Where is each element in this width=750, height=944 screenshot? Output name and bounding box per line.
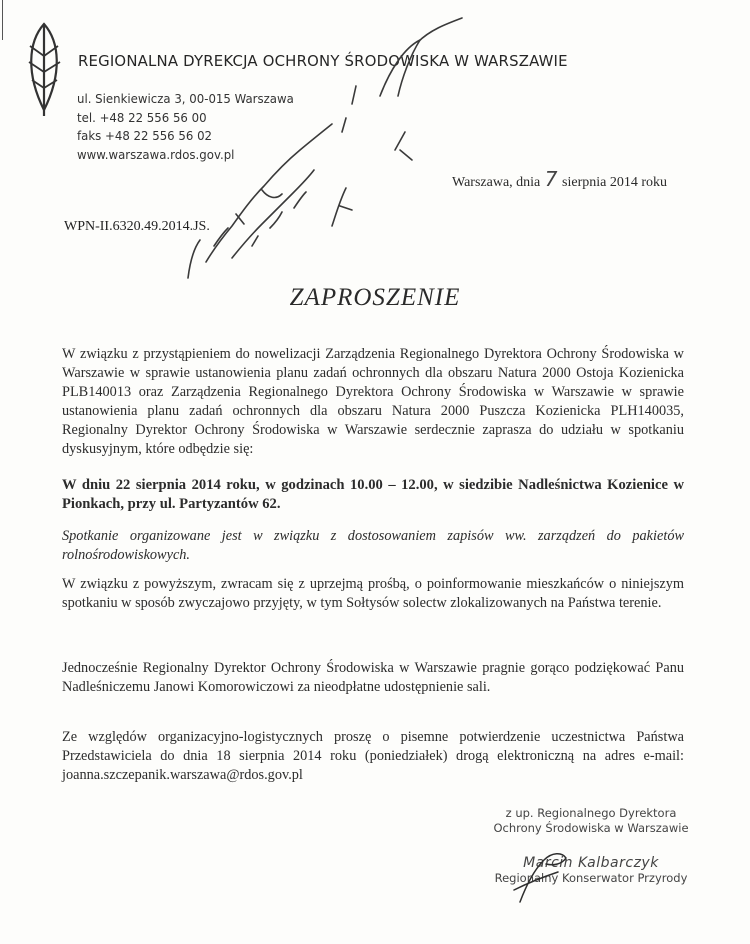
date-prefix: Warszawa, dnia [452,175,541,190]
fax-line: faks +48 22 556 56 02 [77,128,213,143]
date-day-handwritten: 7 [544,167,558,191]
phone-line: tel. +48 22 556 56 00 [77,109,207,125]
reference-number: WPN-II.6320.49.2014.JS. [64,219,210,234]
signature-line-2: Ochrony Środowiska w Warszawie [493,821,689,835]
date-line [452,167,667,191]
signatory-role: Regionalny Konserwator Przyrody [494,871,688,885]
paragraph-request: W związku z powyższym, zwracam się z uprzejmą prośbą, o poinformowanie mieszkańców o niniejszym spotkaniu w sposób zwyczajowo przyjęty, w tym Sołtysów solectw zlokalizowanych na Państwa terenie. [62,576,684,611]
organization-name: REGIONALNA DYREKCJA OCHRONY ŚRODOWISKA W WARSZAWIE [78,52,568,70]
paragraph-thanks: Jednocześnie Regionalny Dyrektor Ochrony Środowiska w Warszawie pragnie gorąco podziękować Panu Nadleśniczemu Janowi Komorowiczowi za nieodpłatne udostępnienie sali. [62,660,684,695]
address-line: ul. Sienkiewicza 3, 00-015 Warszawa [77,91,294,106]
paragraph-intro: W związku z przystąpieniem do nowelizacji Zarządzenia Regionalnego Dyrektora Ochrony Środowiska w Warszawie w sprawie ustanowienia planu zadań ochronnych dla obszaru Natura 2000 Ostoja Kozienicka PLB140013 oraz Zarządzenia Regionalnego Dyrektora Ochrony Środowiska w Warszawie w sprawie ustanowienia planu zadań ochronnych dla obszaru Natura 2000 Puszcza Kozienicka PLH140035, Regionalny Dyrektor Ochrony Środowiska w Warszawie serdecznie zaprasza do udziału w spotkaniu dyskusyjnym, które odbędzie się: [62,346,684,457]
signature-scribble-icon [470,830,590,910]
signatory-name: Marcin Kalbarczyk [523,855,659,871]
signature-line-1: z up. Regionalnego Dyrektora [505,806,677,820]
page-edge-line [2,0,3,40]
contact-block [77,90,294,164]
paragraph-confirmation: Ze względów organizacyjno-logistycznych proszę o pisemne potwierdzenie uczestnictwa Państwa Przedstawiciela do dnia 18 sierpnia 2014 roku (poniedziałek) drogą elektroniczną na adres e-mail: joanna.szczepanik.warszawa@rdos.gov.pl [62,729,684,783]
date-suffix: sierpnia 2014 roku [562,175,667,190]
leaf-logo-icon [22,18,68,118]
paragraph-meeting-details: W dniu 22 sierpnia 2014 roku, w godzinach 10.00 – 12.00, w siedzibie Nadleśnictwa Kozienice w Pionkach, przy ul. Partyzantów 62. [62,477,684,512]
document-title: ZAPROSZENIE [289,284,461,311]
paragraph-purpose: Spotkanie organizowane jest w związku z dostosowaniem zapisów ww. zarządzeń do pakietów rolnośrodowiskowych. [62,528,684,563]
website-link[interactable]: www.warszawa.rdos.gov.pl [77,146,235,162]
